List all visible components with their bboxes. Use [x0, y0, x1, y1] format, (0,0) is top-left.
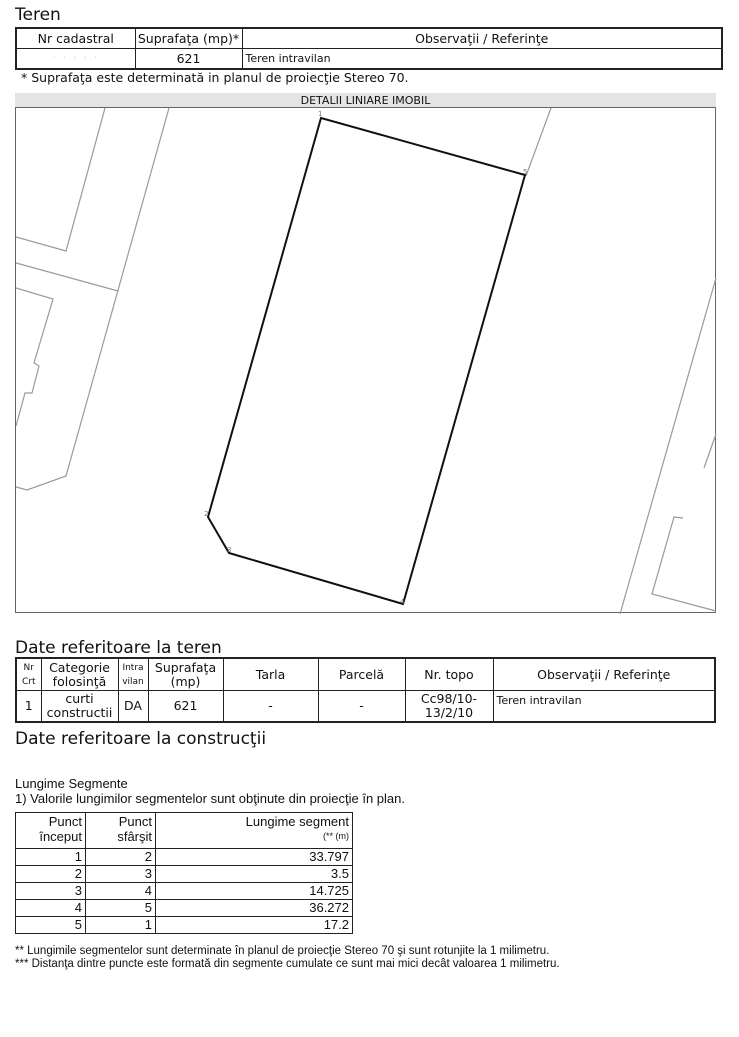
punct-inceput: 1	[16, 849, 86, 866]
tarla-value: -	[223, 691, 318, 723]
punct-sfarsit: 4	[86, 883, 156, 900]
lungime-segment: 14.725	[156, 883, 353, 900]
nr-crt-value: 1	[16, 691, 41, 723]
cell-text: curti	[65, 691, 94, 706]
header-suprafata: Suprafaţa (mp)*	[135, 28, 242, 49]
header-punct-sfarsit	[86, 813, 156, 849]
table-row	[16, 866, 353, 883]
neighbor-parcels	[16, 108, 716, 614]
plot-header: DETALII LINIARE IMOBIL	[15, 93, 716, 107]
section-title-teren: Teren	[15, 5, 61, 25]
segmente-title: Lungime Segmente	[15, 776, 128, 791]
table-header-row	[16, 658, 715, 691]
table-header-row	[16, 28, 722, 49]
vertex-label-2: 2	[204, 510, 209, 518]
vertex-label-5: 5	[523, 168, 528, 176]
cell-text: constructii	[46, 705, 113, 720]
punct-inceput: 5	[16, 917, 86, 934]
header-punct-inceput	[16, 813, 86, 849]
header-text: Crt	[21, 676, 36, 687]
header-text: Punct	[48, 814, 82, 829]
table-row	[16, 849, 353, 866]
section-title-date-constructii: Date referitoare la construcţii	[15, 729, 267, 749]
punct-sfarsit: 3	[86, 866, 156, 883]
table-row	[16, 883, 353, 900]
header-text: Intra	[122, 662, 144, 673]
vertex-label-4: 4	[400, 598, 405, 606]
table-row	[16, 900, 353, 917]
table-row	[16, 917, 353, 934]
punct-inceput: 3	[16, 883, 86, 900]
suprafata-value: 621	[135, 49, 242, 70]
punct-inceput: 2	[16, 866, 86, 883]
table-row	[16, 49, 722, 70]
segmente-table	[15, 812, 353, 934]
header-text: sfârşit	[117, 829, 152, 844]
parcel-plot	[15, 107, 716, 613]
header-text: Nr	[23, 662, 34, 673]
header-tarla: Tarla	[223, 658, 318, 691]
segmente-footnote-2: ** Lungimile segmentelor sunt determinate în planul de proiecţie Stereo 70 şi sunt rotunjite la 1 milimetru.	[15, 945, 550, 957]
header-text: (mp)	[170, 673, 201, 689]
header-observatii: Observaţii / Referinţe	[242, 28, 722, 49]
nr-topo-value	[405, 691, 493, 723]
header-observatii: Observaţii / Referinţe	[493, 658, 715, 691]
cell-text: 13/2/10	[424, 705, 474, 720]
punct-inceput: 4	[16, 900, 86, 917]
observatii-value: Teren intravilan	[242, 49, 722, 70]
header-text: Categorie	[49, 659, 110, 675]
header-unit: (** (m)	[323, 831, 349, 841]
punct-sfarsit: 2	[86, 849, 156, 866]
header-nr-topo: Nr. topo	[405, 658, 493, 691]
header-text: Suprafaţa	[154, 659, 217, 675]
intravilan-value: DA	[118, 691, 148, 723]
header-suprafata	[148, 658, 223, 691]
header-text: folosinţă	[52, 673, 107, 689]
header-categorie	[41, 658, 118, 691]
header-intravilan	[118, 658, 148, 691]
vertex-label-3: 3	[227, 546, 232, 554]
punct-sfarsit: 5	[86, 900, 156, 917]
header-text: Lungime segment	[245, 814, 349, 829]
vertex-label-1: 1	[318, 110, 323, 118]
punct-sfarsit: 1	[86, 917, 156, 934]
lungime-segment: 33.797	[156, 849, 353, 866]
parcela-value: -	[318, 691, 405, 723]
segmente-note: 1) Valorile lungimilor segmentelor sunt obţinute din proiecţie în plan.	[15, 791, 405, 806]
header-nr-cadastral: Nr cadastral	[16, 28, 135, 49]
header-nr-crt	[16, 658, 41, 691]
table-header-row	[16, 813, 353, 849]
segmente-footnote-3: *** Distanţa dintre puncte este formată din segmente cumulate ce sunt mai mici decât valoarea 1 milimetru.	[15, 958, 560, 970]
nr-cadastral-value: · · · · ·	[16, 49, 135, 70]
parcel-boundary	[208, 118, 528, 604]
lungime-segment: 36.272	[156, 900, 353, 917]
lungime-segment: 17.2	[156, 917, 353, 934]
header-lungime-segment	[156, 813, 353, 849]
cell-text: Cc98/10-	[420, 691, 478, 706]
table-row	[16, 691, 715, 723]
suprafata-value: 621	[148, 691, 223, 723]
header-text: vilan	[122, 676, 144, 687]
teren-table	[15, 27, 723, 70]
header-text: Punct	[118, 814, 152, 829]
section-title-date-teren: Date referitoare la teren	[15, 638, 222, 658]
parcel-map-svg	[16, 108, 717, 614]
suprafata-footnote: * Suprafaţa este determinată in planul de proiecţie Stereo 70.	[21, 70, 409, 85]
header-parcela: Parcelă	[318, 658, 405, 691]
observatii-value: Teren intravilan	[493, 691, 715, 723]
date-teren-table	[15, 657, 716, 723]
lungime-segment: 3.5	[156, 866, 353, 883]
categorie-value	[41, 691, 118, 723]
header-text: început	[39, 829, 82, 844]
